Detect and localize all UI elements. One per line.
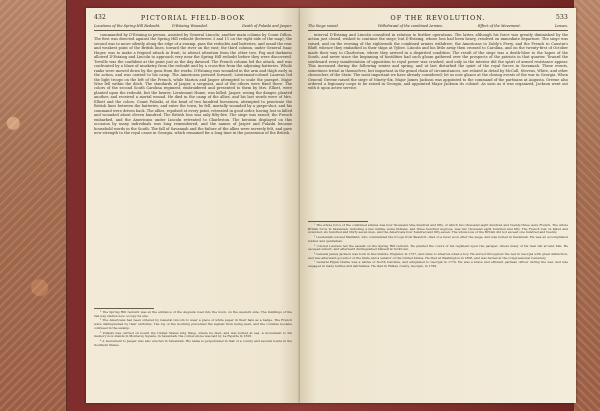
- right-running-title: OF THE REVOLUTION.: [390, 14, 486, 22]
- left-footnote-rule: [94, 308, 154, 309]
- left-body-paragraph: commanded by D'Estaing in person, assisted by General Lincoln; another main column by Count Dillon. The first was directed against the Spring Hill redoubt (between 3 and 11 on the right side of the map); the second was to move silently along the edge of a swamp, pass the redoubts and batteries, and assail the rear and weakest point of the British lines, toward the river on the east; the third column, under General Isaac Huger, was to make a feigned attack in front, to attract attention from the other two. Fog and darkness allowed D'Estaing and Lincoln to approach very near the Spring Hill redoubt before they were discovered. Treville was the confident at the point just as the day dawned. The French column led the attack, and was confronted by a blaze of musketry from the redoubt and by a cross-fire from the adjoining batteries. Whole ranks were mowed down by the guns from the works. D'Estaing was wounded in the arm and thigh early in the action, and was carried to his camp. The Americans pressed forward; Lieutenant-colonel Laurens led the light troops on the left of the French, while Marion and Jasper attempted to scale the parapet. Major Wise fell within the ditch. The standards of Jasper, a sergeant, and of the others were fixed there. The colors of the second South Carolina regiment, embroidered and presented to them by Mrs. Elliott, were planted upon the redoubt, but the bearer, Lieutenant Hume, was killed. Jasper, seeing the danger, planted another, and received a mortal wound. He died in the camp of the allies, and his last words were of Mrs. Elliott and the colors. Count Pulaski, at the head of two hundred horsemen, attempted to penetrate the British lines between the batteries, and enter the town; he fell, mortally wounded by a grape-shot, and his command were driven back. The allies, repulsed at every point, retreated in good order, having lost in killed and wounded about eleven hundred. The British loss was only fifty-five. The siege was raised; the French embarked, and the Americans under Lincoln retreated to Charleston. The heroism displayed on this occasion by many individuals was long remembered, and the names of Jasper and Pulaski became household words in the South. The fall of Savannah and the failure of the allies were severely felt, and gave new strength to the royal cause in Georgia, which remained for a long time in the possession of the British.: [94, 33, 292, 135]
- right-subhead-2: Withdrawal of the combined Armies.: [378, 24, 444, 28]
- right-body-text: [308, 33, 568, 91]
- right-footnotes: [308, 224, 568, 270]
- left-page-number: 432: [94, 14, 107, 21]
- right-page: [300, 8, 576, 403]
- left-subhead-3: Death of Pulaski and Jasper.: [242, 24, 292, 28]
- right-running-head: [308, 14, 568, 24]
- marbled-endpaper-left: [0, 0, 67, 411]
- right-footnote-5: ⁵ General Elijah Clarke was a native of North Carolina, and emigrated to Georgia in 1774. He was a brave and efficient partisan officer during the war, and was engaged in many battles and skirmishes. He died in Wilkes county, Georgia, in 1799.: [308, 260, 568, 269]
- right-subhead-1: The Siege raised.: [308, 24, 339, 28]
- left-footnote-3: ³ Pulaski was carried on board the United States brig Wasp, where he died, and was buried at sea. A monument to his memory now stands in Monterey Square, in Savannah; the corner-stone was laid by La Fayette in 1825.: [94, 330, 292, 339]
- right-body-paragraph: interval D'Estaing and Lincoln consulted in relation to further operations. The latter, although his force was greatly diminished by the action just closed, wished to continue the siege; but D'Estaing, whose loss had been heavy, resolved on immediate departure. The siege was raised, and on the evening of the eighteenth the combined armies withdrew; the Americans to Zubly's Ferry, and the French to Caustin's Bluff, whence they embarked in their ships at Tybee. Lincoln and his little army then crossed to Carolina, and on the twenty-first of October made their way to Charleston, where they arrived in a dispirited condition. The result of the siege was a death-blow to the hopes of the South, and never since the beginning of hostilities had such gloom gathered over the prospects of the patriots in that quarter. Toward the southward every manifestation of opposition to royal power was crushed, and only in the interior did the spirit of armed resistance appear. This increased during the following winter and spring, and at last disturbed the quiet of the royal forces in Savannah. These events, sometimes trivial in themselves, but important in the grand chain of circumstances, are related in detail by McCall, Stevens, White, and other chroniclers of the State. The most important we have already considered; let us now glance at the closing events of the war in Georgia. When General Greene raised the siege of Ninety-Six, Major James Jackson was appointed to the command of the partisans at Augusta. Greene also ordered a legionary corps to be raised in Georgia, and appointed Major Jackson its colonel. As soon as it was organized, Jackson went out with it upon active service.: [308, 33, 568, 91]
- left-running-title: PICTORIAL FIELD-BOOK: [140, 14, 246, 22]
- right-footnote-3: ³ Colonel Laurens led the assault on the Spring Hill redoubt. He planted the colors of his regiment upon the parapet, where many of his men fell around him. He escaped unhurt, and afterward distinguished himself at Yorktown.: [308, 243, 568, 252]
- left-subhead-1: Locations of the Spring Hill Redoubt.: [94, 24, 161, 28]
- right-footnote-2: ² Lieutenant-colonel Maitland, who commanded the troops from Beaufort, died of a fever soon after the siege, and was buried in Savannah. He was an accomplished soldier and gentleman.: [308, 235, 568, 243]
- left-footnotes: [94, 311, 292, 348]
- right-footnote-4: ⁴ General James Jackson was born in Devonshire, England, in 1757, and came to America when a boy. He served throughout the war in Georgia with great distinction, and was afterward governor of the State and a senator of the United States. He died at Washington in 1806, and was buried at the Congressional Cemetery.: [308, 251, 568, 260]
- right-subhead-4: Losses.: [554, 24, 568, 28]
- right-footnote-rule: [308, 221, 368, 222]
- left-footnote-4: ⁴ A monument to Jasper was also erected in Savannah. His name is perpetuated in that of a county and several towns in the Southern States.: [94, 338, 292, 347]
- right-subheads: [308, 24, 568, 31]
- left-body-text: [94, 33, 292, 135]
- right-subhead-3: Effect of the Movement.: [478, 24, 521, 28]
- left-page: [86, 8, 300, 403]
- left-footnote-1: ¹ The Spring Hill redoubt was at the entrance of the Augusta road into the town, on the western side. The buildings of the rail-way station now occupy its site.: [94, 310, 292, 318]
- left-footnote-2: ² The Americans had been ordered by General Lincoln to wear a piece of white paper in their hats as a badge. The French were distinguished by their uniforms. The fog of the morning prevented the signals from being seen, and the columns became confused in the swamp.: [94, 318, 292, 330]
- right-footnote-1: ¹ The whole force of the combined armies was four thousand nine hundred and fifty, of which two thousand eight hundred and twenty-three were French. The whole British force in Savannah, including a few militia, some Indians, and three hundred negroes, was two thousand eight hundred and fifty. The French lost, in killed and wounded, six hundred and thirty-seven men, and the Americans four hundred and fifty-seven. The whole loss of the British did not exceed one hundred and twenty.: [308, 223, 568, 235]
- marbled-endpaper-right: [573, 0, 600, 411]
- left-running-head: [94, 14, 292, 24]
- left-subhead-2: D'Estaing Wounded.: [172, 24, 208, 28]
- right-page-number: 533: [555, 14, 568, 21]
- left-subheads: [94, 24, 292, 31]
